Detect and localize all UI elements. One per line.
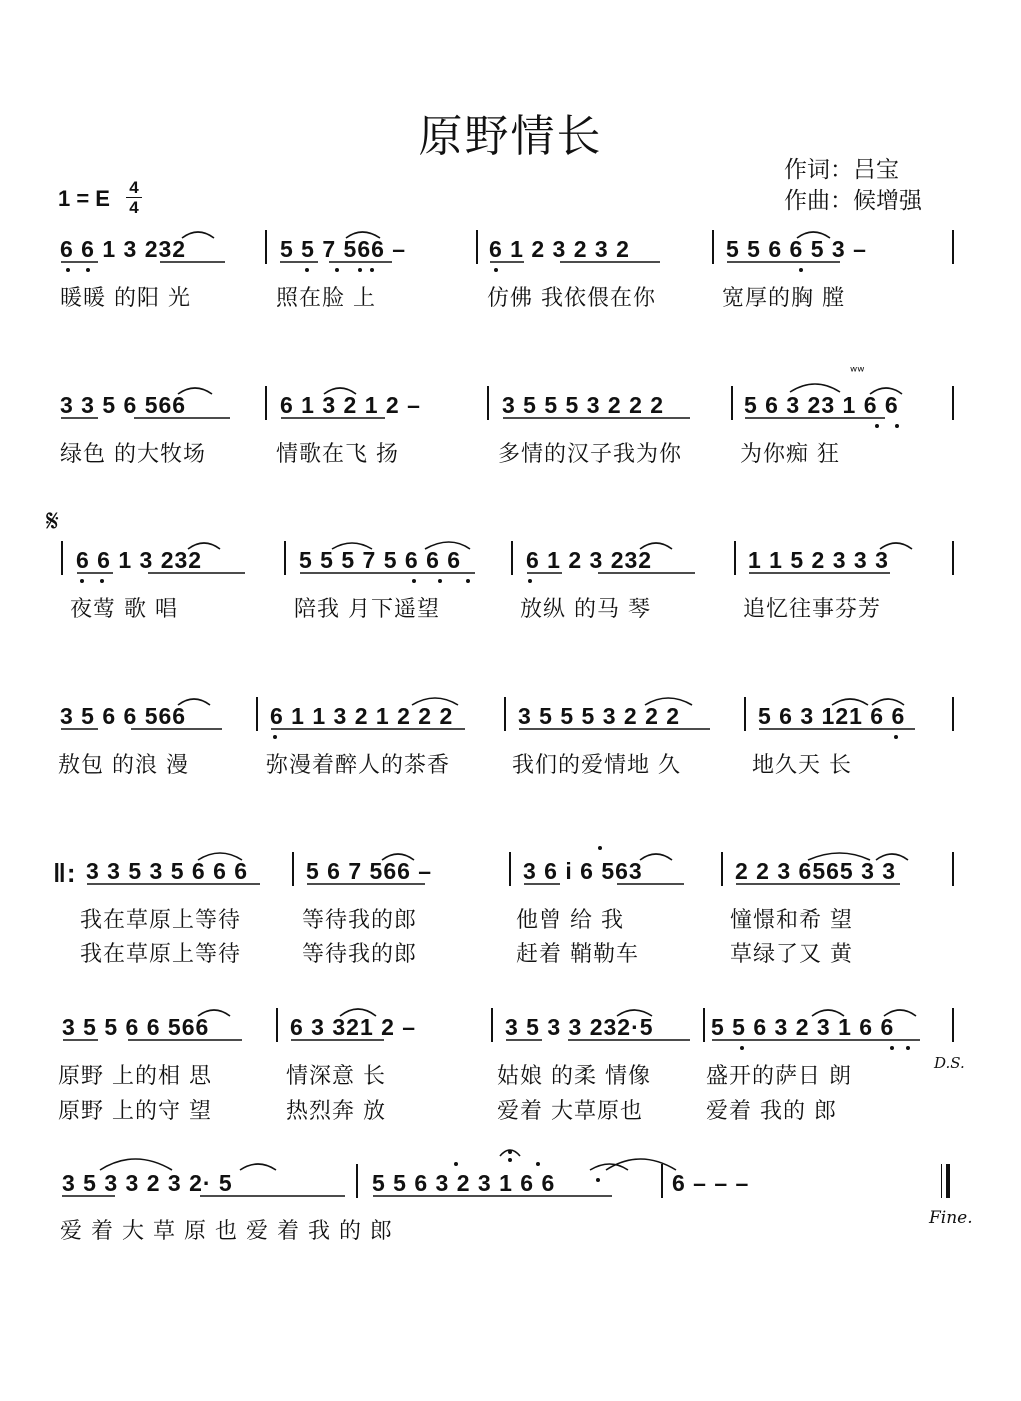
lyric-line: 等待我的郎 <box>302 908 418 933</box>
lyric-line-verse2: 等待我的郎 <box>302 942 418 967</box>
measure: 6 3 321 2 – <box>290 1014 417 1040</box>
measure: 5 6 3 121 6 6 <box>758 703 906 729</box>
measure: 1 1 5 2 3 3 3 <box>748 547 889 573</box>
lyric-line-verse2: 草绿了又 黄 <box>730 942 853 967</box>
measure: 5 5 6 3 2 3 1 6 6 <box>372 1170 556 1196</box>
measure: 3 5 6 6 566 <box>60 703 187 729</box>
lyric-line: 放纵 的马 琴 <box>520 597 651 622</box>
segno-icon: 𝄋 <box>46 504 59 539</box>
measure: 5 5 6 6 5 3 – <box>726 236 867 262</box>
lyric-line: 姑娘 的柔 情像 <box>497 1064 651 1089</box>
lyric-line: 照在脸 上 <box>276 286 376 311</box>
lyric-line-verse2: 原野 上的守 望 <box>58 1099 212 1124</box>
lyric-line-verse2: 爱着 大草原也 <box>497 1099 643 1124</box>
lyric-line: 宽厚的胸 膛 <box>722 286 845 311</box>
lyric-line: 绿色 的大牧场 <box>60 442 206 467</box>
measure: 5 6 3 23 1 6 6 <box>744 392 899 418</box>
lyric-line: 弥漫着醉人的茶香 <box>266 753 451 778</box>
lyric-line: 陪我 月下遥望 <box>294 597 440 622</box>
lyric-line: 地久天 长 <box>752 753 852 778</box>
measure: 6 1 3 2 1 2 – <box>280 392 421 418</box>
measure: 5 5 6 3 2 3 1 6 6 <box>711 1014 895 1040</box>
lyric-line: 为你痴 狂 <box>740 442 840 467</box>
lyric-line: 我们的爱情地 久 <box>512 753 681 778</box>
lyricist-credit: 作词：吕宝 <box>784 157 899 183</box>
measure: 6 1 1 3 2 1 2 2 2 <box>270 703 454 729</box>
measure: 3 3 5 3 5 6 6 6 <box>86 858 249 884</box>
lyric-line: 情深意 长 <box>286 1064 386 1089</box>
lyric-line: 敖包 的浪 漫 <box>58 753 189 778</box>
measure: 5 5 7 566 – <box>280 236 407 262</box>
lyric-line-verse2: 爱着 我的 郎 <box>706 1099 837 1124</box>
measure: 3 6 i 6 563 <box>523 858 643 884</box>
fine-mark: Fine. <box>929 1208 973 1228</box>
measure: 3 3 5 6 566 <box>60 392 187 418</box>
dal-segno-mark: D.S. <box>934 1054 965 1072</box>
song-title: 原野情长 <box>418 111 603 162</box>
time-signature-bottom: 4 <box>126 197 142 217</box>
measure: 3 5 5 5 3 2 2 2 <box>502 392 665 418</box>
lyric-line: 我在草原上等待 <box>80 908 242 933</box>
lyric-line: 暖暖 的阳 光 <box>60 286 191 311</box>
measure: 6 – – – <box>672 1170 750 1196</box>
measure: 3 5 5 6 6 566 <box>62 1014 210 1040</box>
mordent-icon: ʷʷ <box>850 364 865 380</box>
measure: 5 6 7 566 – <box>306 858 433 884</box>
key-signature: 1 = E <box>58 186 110 211</box>
repeat-start-icon: ‖: <box>53 858 77 888</box>
measure: 5 5 5 7 5 6 6 6 <box>299 547 462 573</box>
lyric-line-verse2: 我在草原上等待 <box>80 942 242 967</box>
lyric-line-verse2: 赶着 鞘勒车 <box>516 942 639 967</box>
lyric-line: 原野 上的相 思 <box>58 1064 212 1089</box>
lyric-line: 情歌在飞 扬 <box>276 442 399 467</box>
measure: 6 6 1 3 232 <box>60 236 187 262</box>
lyric-line: 他曾 给 我 <box>516 908 624 933</box>
lyric-line: 追忆往事芬芳 <box>743 597 882 622</box>
measure: 6 1 2 3 2 3 2 <box>489 236 630 262</box>
measure: 6 6 1 3 232 <box>76 547 203 573</box>
measure: 6 1 2 3 232 <box>526 547 653 573</box>
measure: 3 5 3 3 2 3 2· 5 <box>62 1170 233 1196</box>
time-signature-top: 4 <box>129 178 139 197</box>
measure: 2 2 3 6565 3 3 <box>735 858 897 884</box>
lyric-line: 仿佛 我依偎在你 <box>487 286 656 311</box>
lyric-line: 多情的汉子我为你 <box>498 442 683 467</box>
lyric-line: 憧憬和希 望 <box>730 908 853 933</box>
composer-credit: 作曲：候增强 <box>784 188 922 214</box>
lyric-line: 爱 着 大 草 原 也 爱 着 我 的 郎 <box>60 1219 393 1244</box>
lyric-line: 夜莺 歌 唱 <box>70 597 178 622</box>
lyric-line: 盛开的萨日 朗 <box>706 1064 852 1089</box>
measure: 3 5 5 5 3 2 2 2 <box>518 703 681 729</box>
measure: 3 5 3 3 232·5 <box>505 1014 654 1040</box>
lyric-line-verse2: 热烈奔 放 <box>286 1099 386 1124</box>
